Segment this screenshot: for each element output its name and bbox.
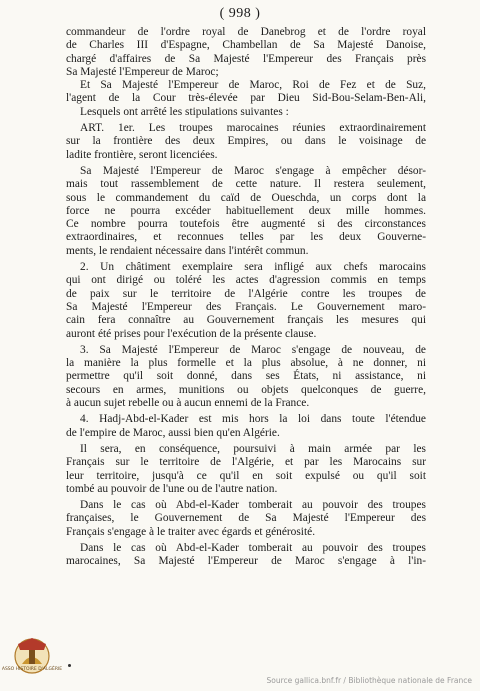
text-line: Ce nombre pourra toutefois être augmenté si des circonstances — [66, 218, 426, 231]
text-line: 3. Sa Majesté l'Empereur de Maroc s'engage de nouveau, de — [80, 343, 426, 356]
text-line: permettre qu'il soit donné, dans ses États, ni assistance, ni — [66, 370, 426, 383]
page-number: ( 998 ) — [219, 6, 261, 21]
text-line: force ne pourra excéder habituellement deux mille hommes. — [66, 204, 426, 217]
text-line: 4. Hadj-Abd-el-Kader est mis hors la loi dans toute l'étendue — [80, 413, 426, 426]
text-line: ladite frontière, seront licenciées. — [66, 148, 218, 161]
text-line: 2. Un châtiment exemplaire sera infligé aux chefs marocains — [80, 261, 426, 274]
text-line: commandeur de l'ordre royal de Danebrog et de l'ordre royal — [66, 26, 426, 38]
text-line: à aucun sujet rebelle ou à aucun ennemi de la France. — [66, 397, 310, 410]
text-line: sur la frontière des deux Empires, ou dans le voisinage de — [66, 135, 426, 148]
text-line: leur territoire, jusqu'à ce qu'il en soit expulsé ou qu'il soit — [66, 469, 426, 482]
text-line: Lesquels ont arrêté les stipulations suivantes : — [80, 105, 289, 118]
text-line: qui ont dirigé ou toléré les actes d'agression commis en temps — [66, 274, 426, 287]
text-line: la manière la plus formelle et la plus absolue, à ne donner, ni — [66, 357, 426, 370]
text-line: auront été prises pour l'exécution de la présente clause. — [66, 327, 317, 340]
text-line: ART. 1er. Les troupes marocaines réunies extraordinairement — [80, 122, 426, 135]
text-line: Il sera, en conséquence, poursuivi à main armée par les — [80, 442, 426, 455]
text-line: secours en armes, munitions ou objets quelconques de guerre, — [66, 383, 426, 396]
text-line: l'agent de la Cour très-élevée par Dieu Sid-Bou-Selam-Ben-Ali, — [66, 92, 426, 105]
text-line: Sa Majesté l'Empereur de Maroc s'engage à empêcher désor- — [80, 164, 426, 177]
text-line: marocaines, Sa Majesté l'Empereur de Maroc s'engage à l'in- — [66, 555, 426, 568]
text-line: de l'empire de Maroc, aussi bien qu'en Algérie. — [66, 426, 280, 439]
ink-speck — [68, 664, 71, 667]
text-line: Français s'engage à le traiter avec égards et générosité. — [66, 525, 316, 538]
text-line: Et Sa Majesté l'Empereur de Maroc, Roi de Fez et de Suz, — [80, 79, 426, 92]
text-line: sous le commandement du caïd de Oueschda, un corps dont la — [66, 191, 426, 204]
text-line: cain fera connaître au Gouvernement français les mesures qui — [66, 314, 426, 327]
page-body — [66, 26, 426, 569]
text-line: tombé au pouvoir de l'une ou de l'autre nation. — [66, 482, 278, 495]
association-logo — [4, 634, 60, 686]
text-line: Dans le cas où Abd-el-Kader tomberait au pouvoir des troupes — [80, 541, 426, 554]
text-line: ments, le rendaient nécessaire dans l'intérêt commun. — [66, 244, 309, 257]
text-line: mais tout rassemblement de cette nature. Il restera seulement, — [66, 178, 426, 191]
text-line: Sa Majesté l'Empereur de Maroc; — [66, 65, 219, 78]
source-credit: Source gallica.bnf.fr / Bibliothèque nationale de France — [266, 676, 472, 685]
text-line: de paix sur le territoire de l'Algérie contre les troupes de — [66, 287, 426, 300]
logo-caption: ASSO HISTOIRE D'ALGÉRIE — [1, 667, 63, 672]
text-line: françaises, le Gouvernement de Sa Majesté l'Empereur des — [66, 512, 426, 525]
text-line: Français sur le territoire de l'Algérie, et par les Marocains sur — [66, 456, 426, 469]
text-line: Sa Majesté l'Empereur des Français. Le Gouvernement maro- — [66, 300, 426, 313]
text-line: chargé d'affaires de Sa Majesté l'Empereur des Français près — [66, 52, 426, 65]
text-line: Dans le cas où Abd-el-Kader tomberait au pouvoir des troupes — [80, 499, 426, 512]
text-line: de Charles III d'Espagne, Chambellan de Sa Majesté Danoise, — [66, 39, 426, 52]
text-line: extraordinaires, et reconnues telles par les deux Gouverne- — [66, 231, 426, 244]
